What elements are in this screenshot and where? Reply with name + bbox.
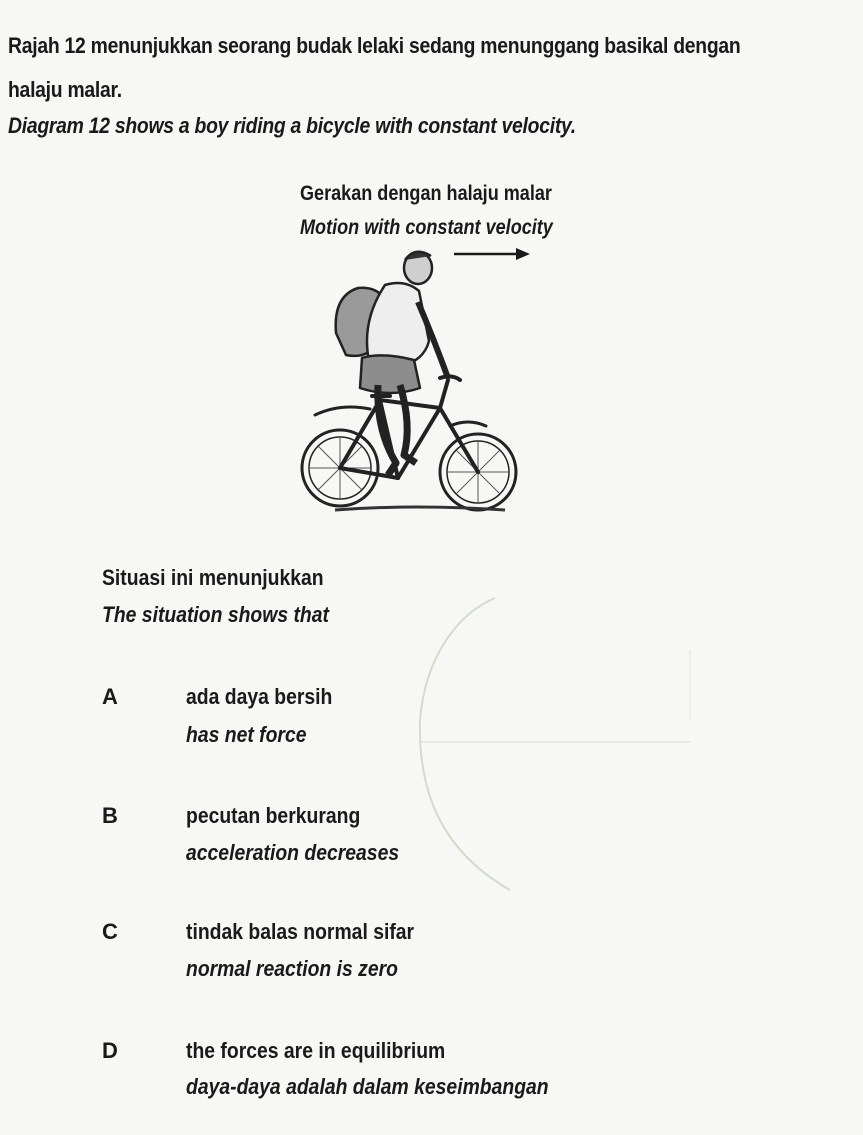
option-c-letter[interactable]: C xyxy=(102,919,118,944)
option-b-letter[interactable]: B xyxy=(102,803,118,828)
question-stem-malay: Situasi ini menunjukkan xyxy=(102,565,324,590)
boy-riding-bicycle-icon xyxy=(290,240,530,530)
diagram-caption-malay: Gerakan dengan halaju malar xyxy=(300,182,552,205)
option-a-text-malay[interactable]: ada daya bersih xyxy=(186,684,333,709)
option-a-letter[interactable]: A xyxy=(102,684,118,709)
intro-english: Diagram 12 shows a boy riding a bicycle with constant velocity. xyxy=(8,113,576,138)
question-stem-english: The situation shows that xyxy=(102,602,329,627)
option-b-text-english[interactable]: acceleration decreases xyxy=(186,840,400,865)
option-a-text-english[interactable]: has net force xyxy=(186,722,307,747)
option-c-text-malay[interactable]: tindak balas normal sifar xyxy=(186,919,415,944)
option-c-text-english[interactable]: normal reaction is zero xyxy=(186,956,398,981)
diagram-caption-english: Motion with constant velocity xyxy=(300,216,553,239)
option-d-letter[interactable]: D xyxy=(102,1038,118,1063)
option-d-text-english[interactable]: the forces are in equilibrium xyxy=(186,1038,446,1063)
option-d-text-malay[interactable]: daya-daya adalah dalam keseimbangan xyxy=(186,1074,549,1099)
intro-malay-line-2: halaju malar. xyxy=(8,77,122,102)
intro-malay-line-1: Rajah 12 menunjukkan seorang budak lelaki sedang menunggang basikal dengan xyxy=(8,33,741,58)
option-b-text-malay[interactable]: pecutan berkurang xyxy=(186,803,361,828)
